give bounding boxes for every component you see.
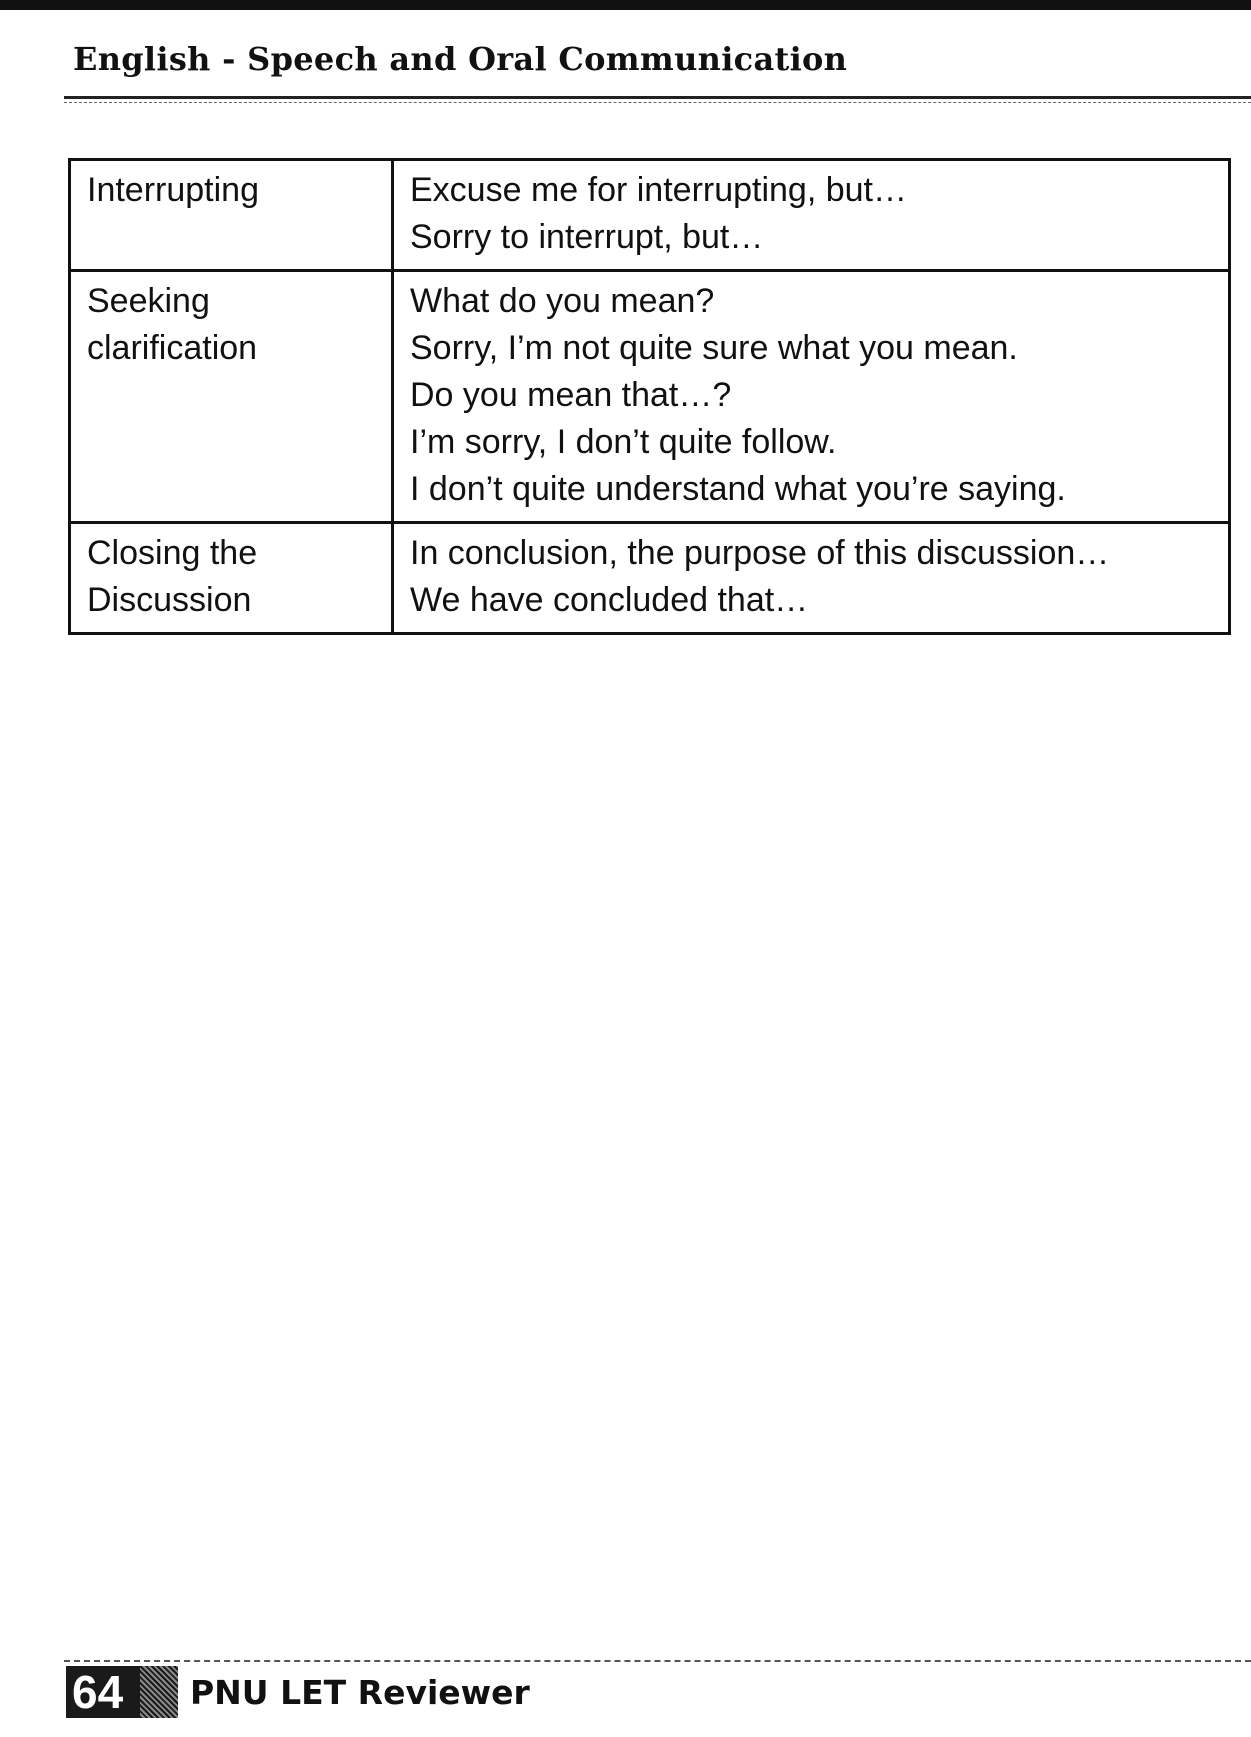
table-row (70, 523, 1230, 634)
expressions-cell (393, 160, 1230, 271)
expression-line: I’m sorry, I don’t quite follow. (410, 423, 837, 461)
expression-line: Excuse me for interrupting, but… (410, 171, 908, 209)
expression-line: In conclusion, the purpose of this discussion… (410, 534, 1110, 572)
halftone-shade-icon (140, 1666, 178, 1718)
expression-line: We have concluded that… (410, 581, 809, 619)
function-label: clarification (87, 329, 258, 367)
expressions-cell (393, 271, 1230, 523)
table-row (70, 271, 1230, 523)
expressions-table (68, 158, 1231, 635)
table-row (70, 160, 1230, 271)
page-number: 64 (72, 1666, 124, 1718)
footer-rule (64, 1660, 1251, 1662)
function-cell (70, 160, 393, 271)
function-cell (70, 271, 393, 523)
function-label: Discussion (87, 581, 252, 619)
header-rule (64, 96, 1251, 99)
running-head: English - Speech and Oral Communication (73, 40, 848, 78)
function-label: Interrupting (87, 171, 259, 209)
expression-line: What do you mean? (410, 282, 715, 320)
function-cell (70, 523, 393, 634)
expressions-cell (393, 523, 1230, 634)
function-label: Seeking (87, 282, 210, 320)
footer-title: PNU LET Reviewer (190, 1673, 530, 1712)
expression-line: I don’t quite understand what you’re saying. (410, 470, 1066, 508)
expression-line: Sorry to interrupt, but… (410, 218, 764, 256)
function-label: Closing the (87, 534, 258, 572)
top-border-bar (0, 0, 1251, 10)
header-rule-secondary (64, 102, 1251, 103)
expression-line: Do you mean that…? (410, 376, 732, 414)
expression-line: Sorry, I’m not quite sure what you mean. (410, 329, 1018, 367)
page-number-badge (66, 1666, 178, 1718)
